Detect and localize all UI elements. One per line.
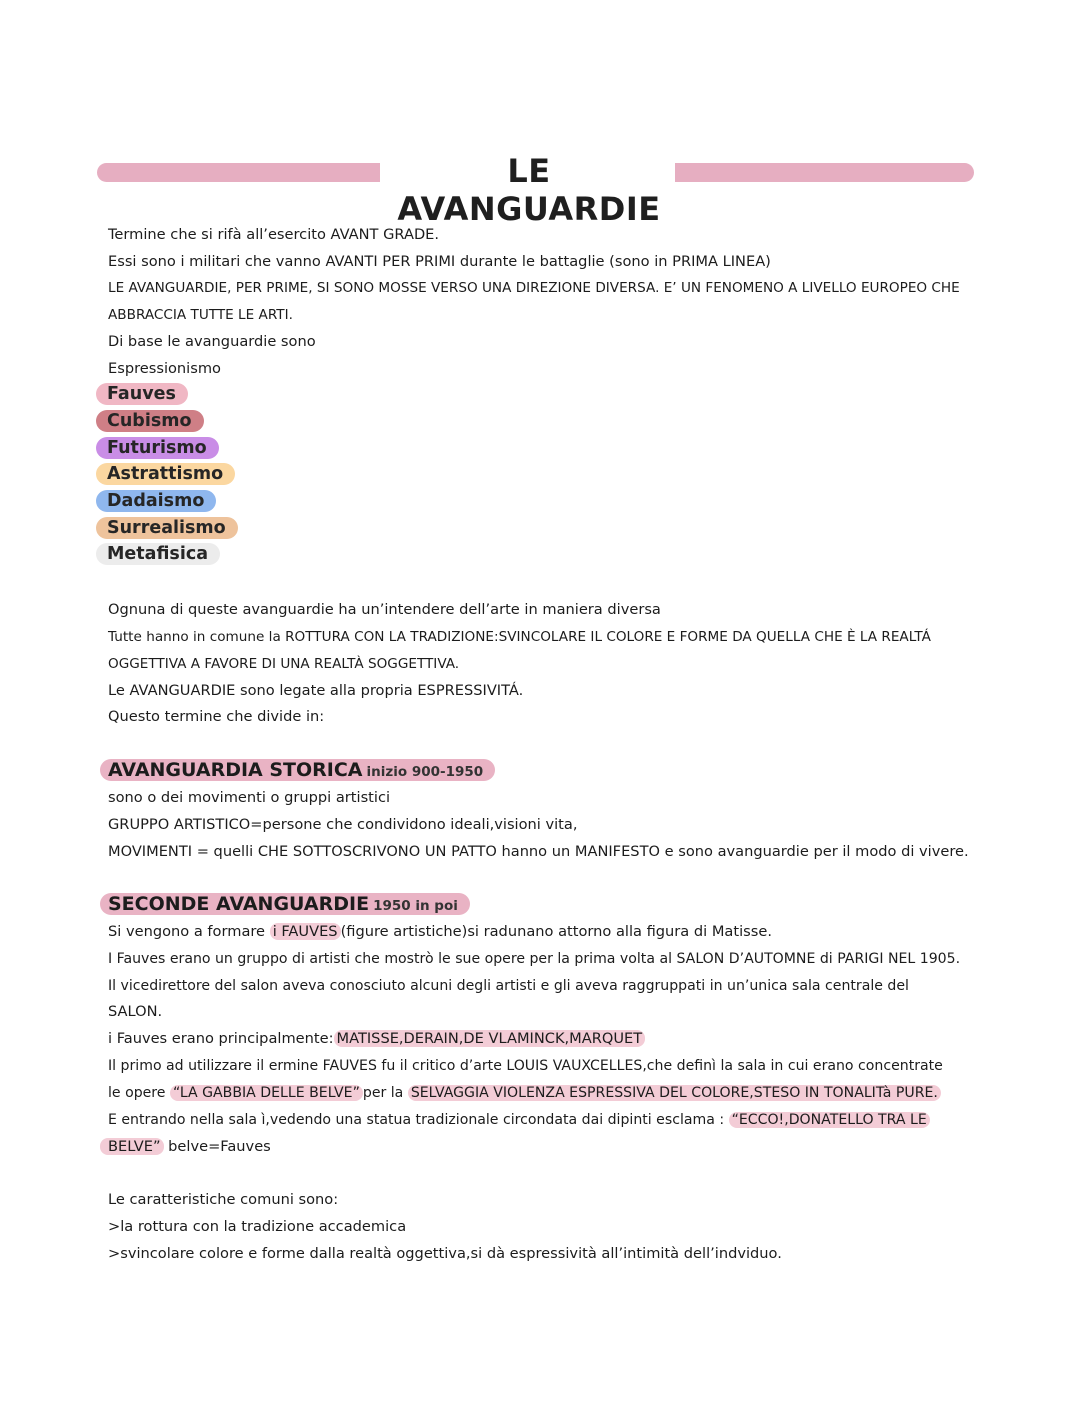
body-line: Ognuna di queste avanguardie ha un’intendere dell’arte in maniera diversa (108, 601, 661, 618)
text-run: i Fauves erano principalmente: (108, 1030, 334, 1047)
intro-line: Di base le avanguardie sono (108, 333, 316, 350)
body-line: Il vicedirettore del salon aveva conosciuto alcuni degli artisti e gli aveva raggruppati in un’unica sala centrale del (108, 978, 909, 994)
avanguardia-fauves: Fauves (96, 383, 188, 405)
body-line: >svincolare colore e forme dalla realtà oggettiva,si dà espressività all’intimità dell’indviduo. (108, 1245, 782, 1262)
page-title: LE AVANGUARDIE (397, 152, 661, 228)
body-line: SALON. (108, 1003, 163, 1020)
body-line (108, 921, 772, 943)
text-run: E entrando nella sala ì,vedendo una statua tradizionale circondata dai dipinti esclama : (108, 1112, 725, 1128)
body-line: Le AVANGUARDIE sono legate alla propria ESPRESSIVITÁ. (108, 682, 524, 699)
body-line (108, 1082, 941, 1104)
highlight: SELVAGGIA VIOLENZA ESPRESSIVA DEL COLORE,STESO IN TONALITà PURE. (408, 1085, 941, 1101)
section-period: 1950 in poi (373, 898, 458, 914)
highlight: i FAUVES (270, 923, 341, 940)
body-line: MOVIMENTI = quelli CHE SOTTOSCRIVONO UN PATTO hanno un MANIFESTO e sono avanguardie per il modo di vivere. (108, 843, 969, 860)
body-line: Tutte hanno in comune la ROTTURA CON LA TRADIZIONE:SVINCOLARE IL COLORE E FORME DA QUELLA CHE È LA REALTÁ (108, 629, 931, 645)
intro-line: LE AVANGUARDIE, PER PRIME, SI SONO MOSSE VERSO UNA DIREZIONE DIVERSA. E’ UN FENOMENO A LIVELLO EUROPEO CHE (108, 280, 960, 296)
text-run: le opere (108, 1085, 166, 1101)
avanguardia-astrattismo: Astrattismo (96, 463, 235, 485)
highlight: BELVE” (100, 1138, 164, 1155)
text-run: (figure artistiche)si radunano attorno alla figura di Matisse. (340, 923, 772, 940)
intro-line: Essi sono i militari che vanno AVANTI PER PRIMI durante le battaglie (sono in PRIMA LINEA) (108, 253, 771, 270)
avanguardia-metafisica: Metafisica (96, 543, 220, 565)
body-line (108, 1028, 645, 1050)
body-line: sono o dei movimenti o gruppi artistici (108, 789, 391, 806)
body-line: OGGETTIVA A FAVORE DI UNA REALTÀ SOGGETTIVA. (108, 656, 460, 672)
highlight: MATISSE,DERAIN,DE VLAMINCK,MARQUET (334, 1030, 646, 1047)
section-heading-storica (100, 759, 495, 781)
avanguardia-cubismo: Cubismo (96, 410, 204, 432)
avanguardia-surrealismo: Surrealismo (96, 517, 238, 539)
section-title: AVANGUARDIA STORICA (108, 759, 363, 781)
section-title: SECONDE AVANGUARDIE (108, 893, 370, 915)
intro-line: ABBRACCIA TUTTE LE ARTI. (108, 307, 293, 323)
body-line: Questo termine che divide in: (108, 708, 325, 725)
text-run: Si vengono a formare (108, 923, 266, 940)
highlight: “LA GABBIA DELLE BELVE” (170, 1085, 363, 1101)
intro-line: Espressionismo (108, 360, 221, 377)
body-line (108, 1109, 930, 1131)
body-line: Le caratteristiche comuni sono: (108, 1191, 339, 1208)
text-run: per la (362, 1085, 404, 1101)
body-line: >la rottura con la tradizione accademica (108, 1218, 407, 1235)
body-line: GRUPPO ARTISTICO=persone che condividono ideali,visioni vita, (108, 816, 578, 833)
intro-line: Termine che si rifà all’esercito AVANT GRADE. (108, 226, 440, 243)
text-run: belve=Fauves (168, 1138, 271, 1155)
body-line: I Fauves erano un gruppo di artisti che mostrò le sue opere per la prima volta al SALON D’AUTOMNE di PARIGI NEL 1905. (108, 951, 961, 967)
body-line (100, 1136, 271, 1158)
avanguardia-dadaismo: Dadaismo (96, 490, 216, 512)
avanguardia-futurismo: Futurismo (96, 437, 219, 459)
highlight: “ECCO!,DONATELLO TRA LE (729, 1112, 930, 1128)
section-heading-seconde (100, 893, 470, 915)
section-period: inizio 900-1950 (366, 764, 484, 780)
body-line: Il primo ad utilizzare il ermine FAUVES fu il critico d’arte LOUIS VAUXCELLES,che definì la sala in cui erano concentrate (108, 1058, 943, 1074)
